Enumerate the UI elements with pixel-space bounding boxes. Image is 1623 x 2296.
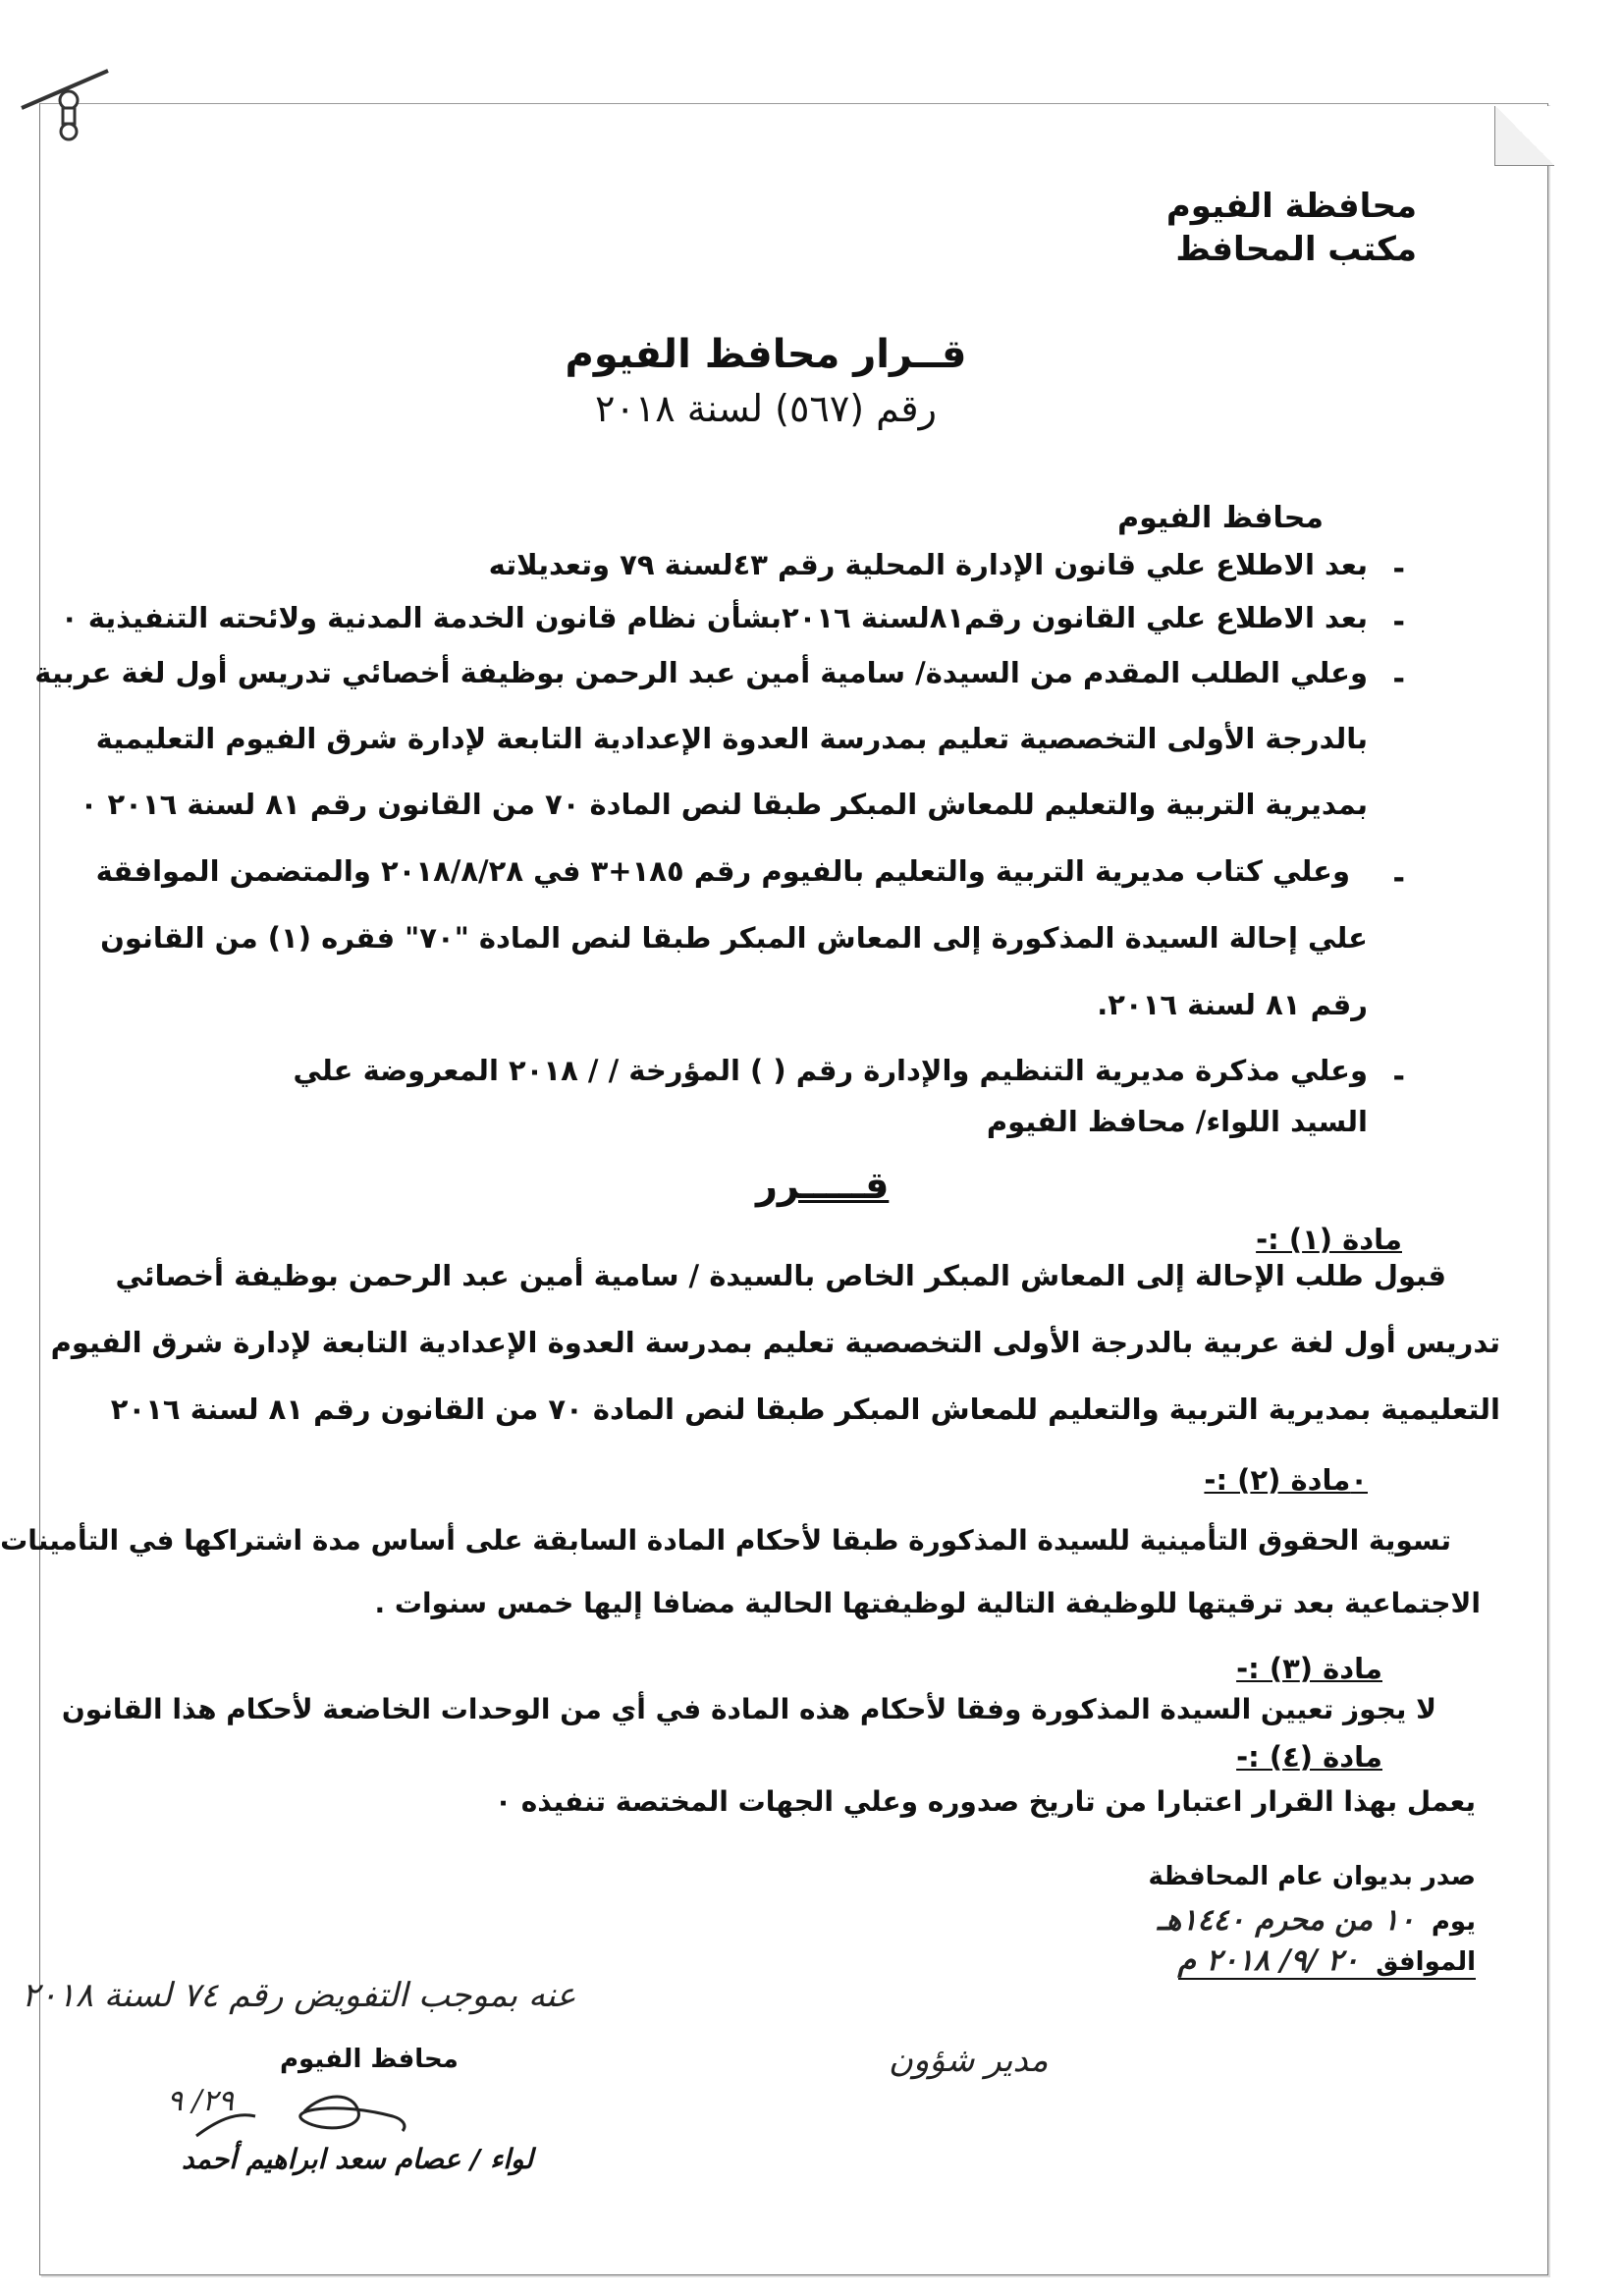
- preamble-line: رقم ٨١ لسنة ٢٠١٦.: [1097, 988, 1368, 1021]
- office-name: مكتب المحافظ: [1175, 230, 1417, 269]
- article-line: التعليمية بمديرية التربية والتعليم للمعاش المبكر طبقا لنص المادة ٧٠ من القانون رقم ٨١ لسنة ٢٠١٦: [110, 1393, 1500, 1426]
- decree-number: رقم (٥٦٧) لسنة ٢٠١٨: [595, 387, 937, 430]
- folded-corner: [1494, 106, 1554, 166]
- article-4-label: مادة (٤) :-: [1236, 1740, 1382, 1774]
- preamble-line: وعلي الطلب المقدم من السيدة/ سامية أمين عبد الرحمن بوظيفة أخصائي تدريس أول لغة عربية: [34, 656, 1368, 689]
- signatory-name: لواء / عصام سعد ابراهيم أحمد: [182, 2143, 534, 2175]
- preamble-line: بعد الاطلاع علي القانون رقم٨١لسنة ٢٠١٦بشأن نظام قانون الخدمة المدنية ولائحته التنفيذية ٠: [60, 601, 1368, 634]
- article-line: الاجتماعية بعد ترقيتها للوظيفة التالية لوظيفتها الحالية مضافا إليها خمس سنوات .: [374, 1587, 1481, 1619]
- preamble-heading: محافظ الفيوم: [1117, 501, 1324, 535]
- governorate-name: محافظة الفيوم: [1165, 187, 1417, 226]
- preamble-line: بمديرية التربية والتعليم للمعاش المبكر طبقا لنص المادة ٧٠ من القانون رقم ٨١ لسنة ٢٠١٦ ٠: [80, 788, 1368, 821]
- handwritten-delegation-note: عنه بموجب التفويض رقم ٧٤ لسنة ٢٠١٨: [22, 1976, 576, 2015]
- issued-day-label: يوم: [1431, 1907, 1476, 1937]
- issued-day-value: ١٠ من محرم ١٤٤٠هـ: [1157, 1903, 1415, 1938]
- issued-line: صدر بديوان عام المحافظة: [1148, 1862, 1476, 1891]
- preamble-line: السيد اللواء/ محافظ الفيوم: [986, 1105, 1368, 1138]
- initials-scribble: مدير شؤون: [889, 2041, 1049, 2080]
- preamble: - بعد الاطلاع علي قانون الإدارة المحلية رقم ٤٣لسنة ٧٩ وتعديلاته - بعد الاطلاع علي القانون رقم٨١لسنة ٢٠١٦بشأن نظام قانون الخدمة المدنية ولائحته التنفيذية ٠ - وعلي الطلب المقدم من السيدة/ سامية أمين عبد الرحمن بوظيفة أخصائي تدريس أول لغة عربية بالدرجة الأولى التخصصية تعليم بمدرسة العدوة الإعدادية التابعة لإدارة شرق الفيوم التعليمية بمديرية التربية والتعليم للمعاش المبكر طبقا لنص المادة ٧٠ من القانون رقم ٨١ لسنة ٢٠١٦ ٠ - وعلي كتاب مديرية التربية والتعليم بالفيوم رقم ١٨٥+٣ في ٢٠١٨/٨/٢٨ والمتضمن الموافقة علي إحالة السيدة المذكورة إلى المعاش المبكر طبقا لنص المادة "٧٠" فقره (١) من القانون رقم ٨١ لسنة ٢٠١٦. - وعلي مذكرة مديرية التنظيم والإدارة رقم ( ) المؤرخة / / ٢٠١٨ المعروضة علي السيد اللواء/ محافظ الفيوم: [34, 548, 1405, 1138]
- issued-block: [1063, 1862, 1476, 1980]
- article-line: تسوية الحقوق التأمينية للسيدة المذكورة طبقا لأحكام المادة السابقة على أساس مدة اشتراكها في التأمينات: [0, 1524, 1451, 1557]
- preamble-line: بالدرجة الأولى التخصصية تعليم بمدرسة العدوة الإعدادية التابعة لإدارة شرق الفيوم التعليمية: [95, 722, 1368, 755]
- article-4: [199, 1785, 1476, 1829]
- article-3-label: مادة (٣) :-: [1236, 1652, 1382, 1685]
- article-line: لا يجوز تعيين السيدة المذكورة وفقا لأحكام هذه المادة في أي من الوحدات الخاضعة لأحكام هذا القانون: [61, 1693, 1436, 1725]
- signatory-title: محافظ الفيوم: [280, 2045, 459, 2074]
- article-1-label: مادة (١) :-: [1256, 1223, 1402, 1256]
- article-1: [50, 1259, 1500, 1465]
- preamble-line: علي إحالة السيدة المذكورة إلى المعاش المبكر طبقا لنص المادة "٧٠" فقره (١) من القانون: [100, 921, 1368, 955]
- preamble-line: بعد الاطلاع علي قانون الإدارة المحلية رقم ٤٣لسنة ٧٩ وتعديلاته: [488, 548, 1368, 581]
- preamble-line: وعلي كتاب مديرية التربية والتعليم بالفيوم رقم ١٨٥+٣ في ٢٠١٨/٨/٢٨ والمتضمن الموافقة: [95, 854, 1350, 888]
- signature-date-scribble: ٢٩/ ٩: [167, 2084, 235, 2118]
- preamble-line: وعلي مذكرة مديرية التنظيم والإدارة رقم ( ) المؤرخة / / ٢٠١٨ المعروضة علي: [293, 1054, 1368, 1087]
- issued-corr-value: ٢٠ /٩/ ٢٠١٨ م: [1177, 1943, 1360, 1978]
- article-line: تدريس أول لغة عربية بالدرجة الأولى التخصصية تعليم بمدرسة العدوة الإعدادية التابعة لإدارة شرق الفيوم: [50, 1326, 1500, 1359]
- decision-heading: قـــــرر: [756, 1164, 890, 1207]
- article-line: يعمل بهذا القرار اعتبارا من تاريخ صدوره وعلي الجهات المختصة تنفيذه ٠: [494, 1785, 1476, 1818]
- article-2-label: ٠مادة (٢) :-: [1204, 1463, 1368, 1497]
- article-3: [61, 1693, 1436, 1736]
- decree-title: قــرار محافظ الفيوم: [565, 332, 967, 377]
- paper-pin-icon: [18, 61, 126, 149]
- article-line: قبول طلب الإحالة إلى المعاش المبكر الخاص بالسيدة / سامية أمين عبد الرحمن بوظيفة أخصائي: [115, 1259, 1446, 1292]
- article-2: [0, 1524, 1481, 1632]
- issued-corr-label: الموافق: [1376, 1947, 1476, 1977]
